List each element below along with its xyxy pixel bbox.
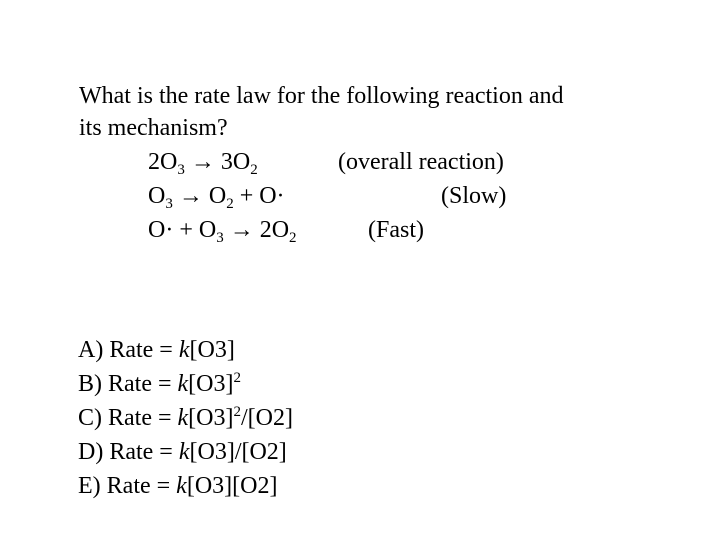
subscript: 2 [289,230,297,246]
option-a [78,336,235,364]
option-b [78,370,241,398]
rate-constant: k [178,337,190,363]
option-expression-rest: /[O2] [241,405,293,431]
product-tail: + O· [233,183,285,209]
option-expression: [O3] [188,371,234,397]
option-prefix: B) Rate = [78,371,178,397]
subscript: 3 [216,230,224,246]
step2-equation [148,216,297,244]
question-line-1: What is the rate law for the following reaction and [79,83,564,109]
rate-constant: k [177,371,189,397]
overall-reaction-note: (overall reaction) [338,149,504,175]
reactant: O [148,183,166,209]
rate-constant: k [177,405,189,431]
subscript: 3 [165,196,173,212]
arrow-product: → O [172,183,227,209]
reactant: O· + O [148,217,217,243]
option-expression: [O3] [189,337,235,363]
arrow-product: → 2O [223,217,290,243]
question-line-2: its mechanism? [79,115,228,141]
exponent: 2 [233,370,241,386]
exponent: 2 [233,404,241,420]
option-prefix: C) Rate = [78,405,178,431]
overall-reaction-equation [148,148,258,176]
step2-note: (Fast) [368,217,424,243]
option-expression: [O3]/[O2] [189,439,287,465]
option-prefix: E) Rate = [78,473,177,499]
subscript: 3 [177,162,185,178]
option-d [78,438,287,466]
rate-constant: k [178,439,190,465]
option-expression: [O3] [188,405,234,431]
subscript: 2 [226,196,234,212]
option-prefix: A) Rate = [78,337,179,363]
reactant: 2O [148,149,178,175]
option-e [78,472,277,500]
rate-constant: k [176,473,187,499]
subscript: 2 [250,162,258,178]
option-prefix: D) Rate = [78,439,179,465]
step1-equation [148,182,285,210]
option-expression: [O3][O2] [186,473,278,499]
option-c [78,404,293,432]
arrow-product: → 3O [184,149,251,175]
step1-note: (Slow) [441,183,507,209]
